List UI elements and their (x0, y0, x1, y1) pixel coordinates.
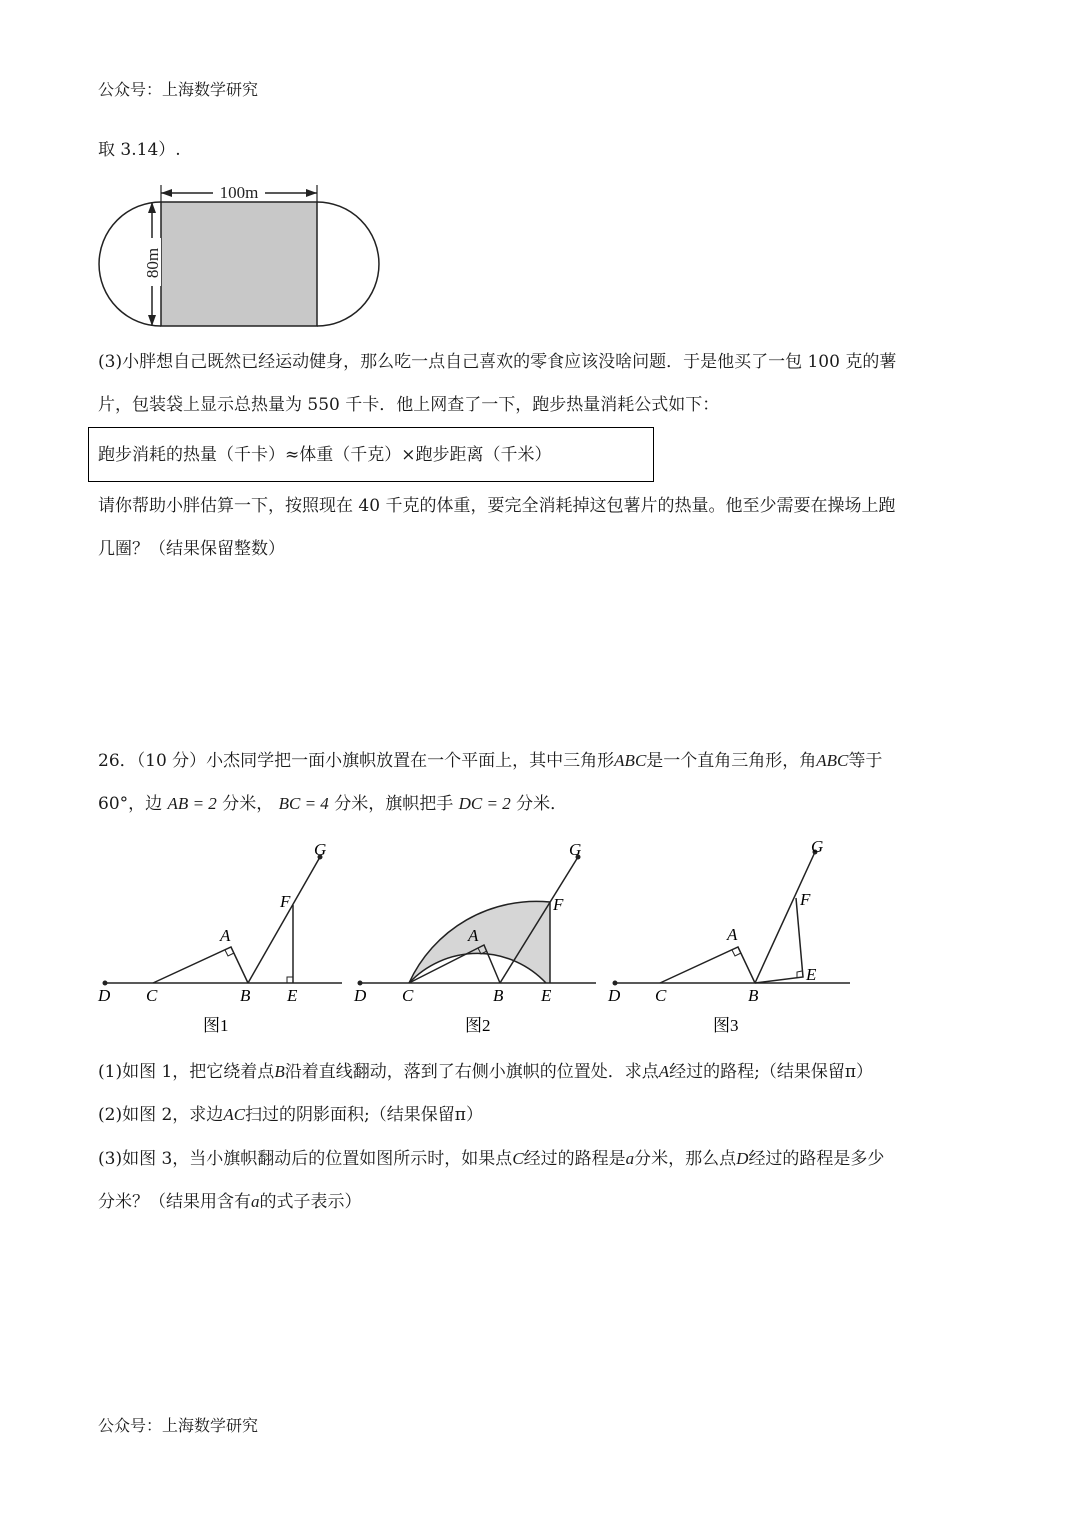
svg-text:E: E (287, 986, 298, 1005)
page-footer: 公众号：上海数学研究 (98, 1416, 259, 1435)
width-arrow-left (161, 189, 172, 197)
svg-text:B: B (493, 986, 504, 1005)
svg-text:B: B (748, 986, 759, 1005)
ab-equation: AB = 2 (167, 794, 217, 813)
triangle-name: ABC (614, 751, 647, 770)
angle-name: ABC (816, 751, 849, 770)
figure-2 (350, 835, 610, 1045)
figure-1-caption: 图1 (203, 1016, 229, 1035)
q26-part3-line2: 分米？（结果用含有a的式子表示） (98, 1192, 362, 1212)
svg-text:A: A (727, 925, 738, 944)
svg-text:C: C (146, 986, 158, 1005)
svg-text:B: B (240, 986, 251, 1005)
q25-part3-line1: (3)小胖想自己既然已经运动健身，那么吃一点自己喜欢的零食应该没啥问题．于是他买了一包 100 克的薯 (98, 352, 897, 372)
q26-statement-line1: 26．（10 分）小杰同学把一面小旗帜放置在一个平面上，其中三角形ABC是一个直角三角形，角ABC等于 (98, 751, 883, 771)
bc-equation: BC = 4 (278, 794, 329, 813)
svg-text:G: G (314, 840, 327, 859)
svg-text:A: A (220, 926, 231, 945)
q26-statement-line2: 60°，边 AB = 2 分米， BC = 4 分米，旗帜把手 DC = 2 分米． (98, 794, 568, 814)
svg-text:C: C (402, 986, 414, 1005)
q26-part2: (2)如图 2，求边AC扫过的阴影面积;（结果保留π） (98, 1105, 483, 1125)
svg-text:C: C (655, 986, 667, 1005)
svg-text:F: F (800, 890, 811, 909)
q25-part3-line3: 请你帮助小胖估算一下，按照现在 40 千克的体重，要完全消耗掉这包薯片的热量。他至少需要在操场上跑 (98, 496, 896, 516)
track-field-rect (161, 202, 317, 326)
dc-equation: DC = 2 (458, 794, 511, 813)
figure-3-caption: 图3 (713, 1016, 739, 1035)
svg-text:D: D (354, 986, 367, 1005)
q25-part3-line4: 几圈？（结果保留整数） (98, 539, 285, 559)
q25-intro-tail: 取 3.14）. (98, 140, 181, 160)
svg-text:E: E (541, 986, 552, 1005)
formula-text: 跑步消耗的热量（千卡）≈体重（千克）×跑步距离（千米） (98, 445, 552, 465)
svg-text:A: A (468, 926, 479, 945)
svg-text:E: E (806, 965, 817, 984)
figure-1 (90, 835, 350, 1045)
q26-part3-line1: (3)如图 3，当小旗帜翻动后的位置如图所示时，如果点C经过的路程是a分米，那么点D经过的路程是多少 (98, 1149, 885, 1169)
q25-part3-line2: 片，包装袋上显示总热量为 550 千卡．他上网查了一下，跑步热量消耗公式如下： (98, 395, 720, 415)
svg-text:F: F (553, 895, 564, 914)
svg-text:D: D (608, 986, 621, 1005)
q26-part1: (1)如图 1，把它绕着点B沿着直线翻动，落到了右侧小旗帜的位置处．求点A经过的路程;（结果保留π） (98, 1062, 873, 1082)
width-label: 100m (219, 183, 259, 202)
svg-text:G: G (811, 837, 824, 856)
width-arrow-right (306, 189, 317, 197)
figure-3 (605, 835, 865, 1045)
track-right-semicircle (317, 202, 379, 326)
svg-text:G: G (569, 840, 582, 859)
svg-text:F: F (280, 892, 291, 911)
figure-2-caption: 图2 (465, 1016, 491, 1035)
svg-text:D: D (98, 986, 111, 1005)
running-track-figure (90, 175, 390, 335)
page-header: 公众号：上海数学研究 (98, 80, 259, 99)
height-label: 80m (143, 247, 162, 279)
